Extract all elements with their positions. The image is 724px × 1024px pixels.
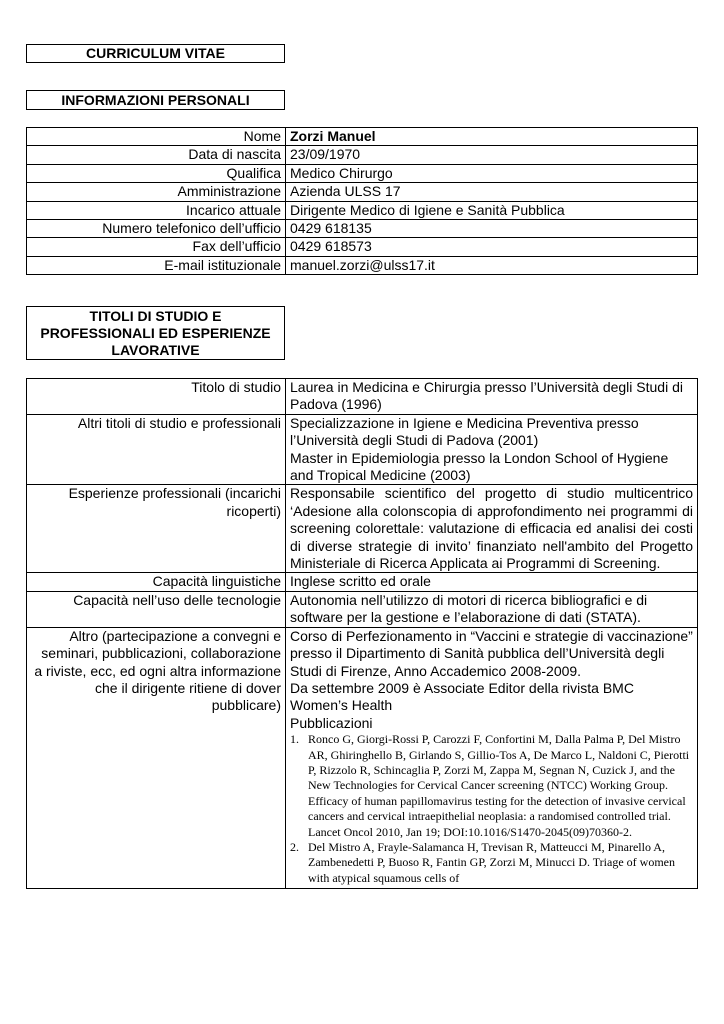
esperienze-value: Responsabile scientifico del progetto di studio multicentrico ‘Adesione alla colonscopia di approfondimento nei programmi di screening colorettale: valutazione di efficacia ed analisi dei costi di diverse strategie di invito’ finanziato nell'ambito del Progetto Ministeriale di Ricerca Applicata ai Programmi di Screening. — [286, 485, 698, 573]
personal-section-title-box — [26, 90, 285, 110]
education-section-title-box — [26, 306, 285, 360]
personal-row — [27, 146, 698, 164]
publication-text: Del Mistro A, Frayle-Salamanca H, Trevisan R, Matteucci M, Pinarello A, Zambenedetti P, Buoso R, Fantin GP, Zorzi M, Minucci D. Triage of women with atypical squamous cells of — [308, 839, 675, 885]
personal-row-value: Medico Chirurgo — [286, 164, 698, 182]
esperienze-label: Esperienze professionali (incarichi ricoperti) — [27, 485, 286, 573]
personal-row-label: Numero telefonico dell’ufficio — [27, 220, 286, 238]
personal-row-label: Nome — [27, 128, 286, 146]
education-section-title: TITOLI DI STUDIO E PROFESSIONALI ED ESPERIENZE LAVORATIVE — [40, 308, 271, 358]
personal-row-value: manuel.zorzi@ulss17.it — [286, 256, 698, 274]
personal-row-value: Dirigente Medico di Igiene e Sanità Pubblica — [286, 201, 698, 219]
pubblicazioni-label: Pubblicazioni — [290, 714, 373, 731]
altro-row — [27, 627, 698, 889]
personal-info-table — [26, 127, 698, 275]
personal-row-value: 23/09/1970 — [286, 146, 698, 164]
lingue-label: Capacità linguistiche — [27, 573, 286, 591]
publication-item — [290, 840, 693, 886]
personal-row — [27, 164, 698, 182]
altro-label: Altro (partecipazione a convegni e seminari, pubblicazioni, collaborazione a riviste, ecc, ed ogni altra informazione che il dirigente ritiene di dover pubblicare) — [27, 627, 286, 889]
personal-section-title: INFORMAZIONI PERSONALI — [61, 92, 250, 108]
esperienze-row — [27, 485, 698, 573]
altro-cell — [286, 627, 698, 889]
publication-item — [290, 732, 693, 840]
altri-titoli-value-1: Specializzazione in Igiene e Medicina Preventiva presso l’Università degli Studi di Padova (2001) — [290, 414, 639, 449]
personal-row-value: Zorzi Manuel — [286, 128, 698, 146]
publication-number: 1. — [290, 732, 299, 747]
tecnologie-value: Autonomia nell’utilizzo di motori di ricerca bibliografici e di software per la gestione e l’elaborazione di dati (STATA). — [286, 591, 698, 627]
personal-row-label: Qualifica — [27, 164, 286, 182]
personal-row-value: 0429 618573 — [286, 238, 698, 256]
personal-row-label: Fax dell’ufficio — [27, 238, 286, 256]
altro-value-2: Da settembre 2009 è Associate Editor della rivista BMC Women’s Health — [290, 679, 634, 714]
titolo-value: Laurea in Medicina e Chirurgia presso l’Università degli Studi di Padova (1996) — [286, 379, 698, 415]
altri-titoli-value-2: Master in Epidemiologia presso la London School of Hygiene and Tropical Medicine (2003) — [290, 449, 669, 484]
lingue-value: Inglese scritto ed orale — [286, 573, 698, 591]
personal-row — [27, 256, 698, 274]
personal-row — [27, 201, 698, 219]
education-table — [26, 378, 698, 889]
personal-row-value: 0429 618135 — [286, 220, 698, 238]
personal-row — [27, 183, 698, 201]
cv-title: CURRICULUM VITAE — [86, 45, 225, 61]
personal-row — [27, 128, 698, 146]
titolo-row — [27, 379, 698, 415]
tecnologie-label: Capacità nell’uso delle tecnologie — [27, 591, 286, 627]
cv-title-box — [26, 44, 285, 63]
personal-row-label: E-mail istituzionale — [27, 256, 286, 274]
personal-row-label: Amministrazione — [27, 183, 286, 201]
titolo-label: Titolo di studio — [27, 379, 286, 415]
personal-row — [27, 220, 698, 238]
tecnologie-row — [27, 591, 698, 627]
personal-row-label: Incarico attuale — [27, 201, 286, 219]
altro-value-1: Corso di Perfezionamento in “Vaccini e strategie di vaccinazione” presso il Dipartimento di Sanità pubblica dell’Università degli Studi di Firenze, Anno Accademico 2008-2009. — [290, 627, 693, 679]
personal-row-label: Data di nascita — [27, 146, 286, 164]
altri-titoli-cell — [286, 414, 698, 485]
publication-text: Ronco G, Giorgi-Rossi P, Carozzi F, Confortini M, Dalla Palma P, Del Mistro AR, Ghiringhello B, Girlando S, Gillio-Tos A, De Marco L, Naldoni C, Pierotti P, Rizzolo R, Schincaglia P, Zorzi M, Zappa M, Segnan N, Cuzick J, and the New Technologies for Cervical Cancer screening (NTCC) Working Group. Efficacy of human papillomavirus testing for the detection of invasive cervical cancers and cervical intraepithelial neoplasia: a randomised controlled trial. Lancet Oncol 2010, Jan 19; DOI:10.1016/S1470-2045(09)70360-2. — [308, 732, 690, 839]
personal-row-value: Azienda ULSS 17 — [286, 183, 698, 201]
publications-list — [290, 732, 693, 886]
publication-number: 2. — [290, 839, 299, 854]
altri-titoli-row — [27, 414, 698, 485]
personal-row — [27, 238, 698, 256]
lingue-row — [27, 573, 698, 591]
altri-titoli-label: Altri titoli di studio e professionali — [27, 414, 286, 485]
